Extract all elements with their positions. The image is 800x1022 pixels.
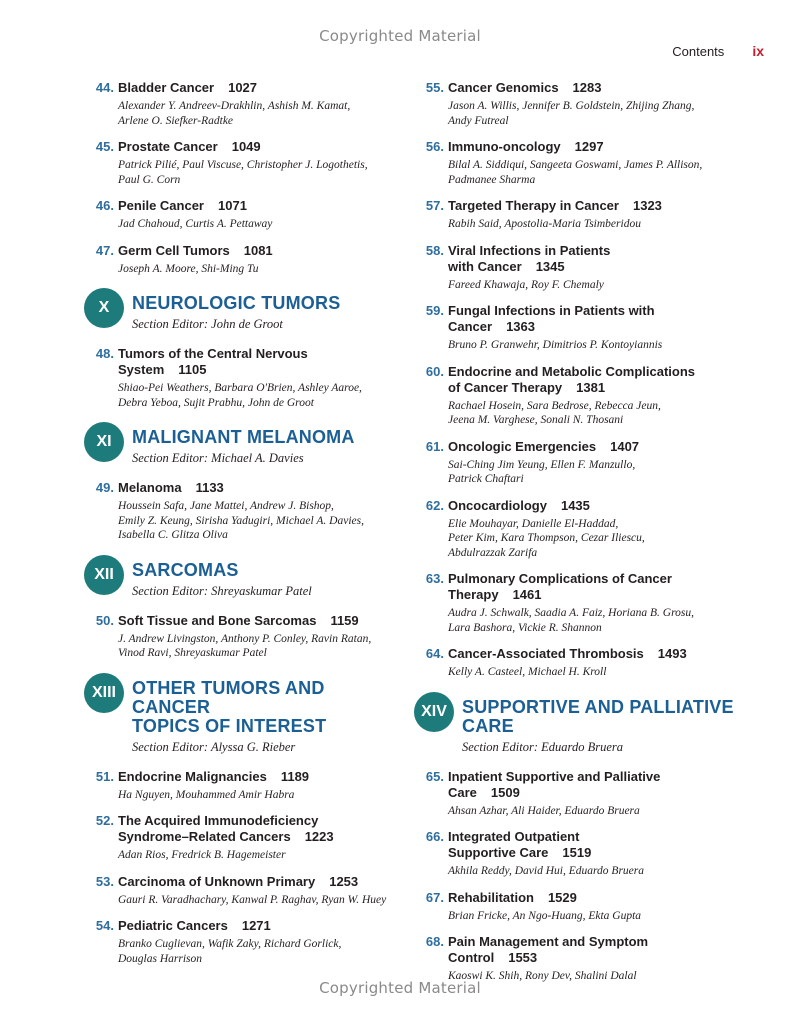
chapter-title: [118, 243, 404, 259]
chapter-number: 51.: [95, 768, 114, 784]
chapter-number: 55.: [425, 80, 444, 95]
running-head-label: Contents: [672, 44, 725, 59]
section-title-line: OTHER TUMORS AND CANCER: [132, 677, 325, 717]
chapter-title: [448, 829, 744, 861]
author-line: Jad Chahoud, Curtis A. Pettaway: [118, 218, 273, 230]
chapter-title: [118, 346, 404, 378]
chapter-title-line: Immuno-oncology: [448, 139, 561, 154]
author-line: Vinod Ravi, Shreyaskumar Patel: [118, 647, 267, 659]
chapter-title-line: Fungal Infections in Patients with: [448, 303, 655, 318]
chapter-authors: [448, 909, 744, 924]
toc-entry: [84, 198, 404, 232]
section-editor-label: Section Editor:: [132, 317, 209, 331]
chapter-authors: [448, 399, 744, 428]
chapter-title: [118, 769, 404, 785]
section-editor-label: Section Editor:: [132, 739, 209, 754]
toc-entry: [414, 80, 744, 128]
toc-entry: [414, 139, 744, 187]
section-title-line: SUPPORTIVE AND PALLIATIVE: [462, 696, 734, 717]
chapter-number: 48.: [95, 346, 114, 361]
author-line: Rabih Said, Apostolia-Maria Tsimberidou: [448, 218, 641, 230]
chapter-title: [448, 646, 744, 662]
copyright-watermark-bottom: Copyrighted Material: [319, 979, 481, 997]
chapter-authors: [118, 632, 404, 661]
chapter-page-number: 1081: [243, 242, 273, 258]
chapter-title: [118, 813, 404, 845]
chapter-title-line: The Acquired Immunodeficiency: [118, 813, 319, 828]
author-line: Branko Cuglievan, Wafik Zaky, Richard Gorlick,: [118, 938, 342, 950]
author-line: J. Andrew Livingston, Anthony P. Conley, Ravin Ratan,: [118, 632, 372, 645]
section-editor-name: John de Groot: [211, 317, 283, 331]
chapter-number: 65.: [425, 768, 444, 784]
chapter-title: [118, 613, 404, 629]
chapter-page-number: 1159: [330, 612, 359, 628]
chapter-authors: [448, 338, 744, 353]
toc-entry: [414, 646, 744, 680]
toc-right-column: [414, 80, 744, 995]
author-line: Bilal A. Siddiqui, Sangeeta Goswami, James P. Allison,: [448, 159, 703, 171]
author-line: Ahsan Azhar, Ali Haider, Eduardo Bruera: [448, 804, 640, 817]
section-editor-name: Alyssa G. Rieber: [210, 739, 296, 754]
author-line: Fareed Khawaja, Roy F. Chemaly: [448, 278, 604, 291]
chapter-number: 57.: [425, 198, 444, 213]
chapter-title: [448, 243, 744, 275]
chapter-page-number: 1519: [562, 845, 592, 860]
chapter-number: 53.: [95, 873, 114, 889]
chapter-title: [448, 198, 744, 214]
toc-entry: [84, 874, 404, 908]
section-number-badge: XIV: [414, 692, 454, 732]
chapter-title-line: Cancer-Associated Thrombosis: [448, 646, 644, 661]
section-editor: [132, 740, 404, 755]
chapter-title-line: Germ Cell Tumors: [118, 242, 230, 258]
chapter-number: 63.: [425, 571, 444, 586]
author-line: Bruno P. Granwehr, Dimitrios P. Kontoyiannis: [448, 339, 663, 351]
chapter-number: 67.: [425, 889, 444, 905]
author-line: Brian Fricke, An Ngo-Huang, Ekta Gupta: [448, 909, 642, 922]
chapter-authors: [118, 381, 404, 410]
chapter-number: 66.: [425, 829, 444, 844]
chapter-title: [118, 80, 404, 96]
chapter-number: 52.: [95, 813, 114, 828]
chapter-authors: [118, 99, 404, 128]
chapter-authors: [448, 217, 744, 232]
author-line: Lara Bashora, Vickie R. Shannon: [448, 621, 602, 634]
chapter-page-number: 1271: [241, 918, 271, 933]
author-line: Peter Kim, Kara Thompson, Cezar Iliescu,: [448, 532, 645, 544]
section-editor-name: Shreyaskumar Patel: [211, 583, 312, 598]
chapter-page-number: 1323: [632, 198, 662, 213]
chapter-title-line: Pulmonary Complications of Cancer: [448, 571, 672, 586]
toc-entry: [414, 829, 744, 879]
chapter-number: 58.: [425, 242, 444, 258]
section-title-line: SARCOMAS: [132, 559, 239, 580]
chapter-page-number: 1133: [195, 480, 224, 495]
author-line: Rachael Hosein, Sara Bedrose, Rebecca Jeun,: [448, 399, 661, 412]
chapter-number: 60.: [425, 363, 444, 379]
running-head: [672, 43, 764, 59]
author-line: Elie Mouhayar, Danielle El-Haddad,: [448, 517, 619, 530]
section-editor: [462, 740, 744, 755]
author-line: Kelly A. Casteel, Michael H. Kroll: [448, 666, 607, 678]
chapter-title-line: Cancer: [448, 319, 493, 334]
toc-entry: [84, 346, 404, 410]
chapter-authors: [118, 499, 404, 543]
toc-entry: [414, 769, 744, 819]
chapter-number: 56.: [425, 139, 444, 154]
page-number: ix: [752, 43, 764, 59]
chapter-number: 44.: [95, 80, 114, 95]
chapter-title-line: Melanoma: [118, 480, 182, 495]
author-line: Patrick Chaftari: [448, 473, 524, 485]
chapter-page-number: 1189: [280, 768, 310, 784]
author-line: Arlene O. Siefker-Radtke: [118, 114, 234, 127]
toc-entry: [84, 613, 404, 661]
chapter-number: 47.: [95, 242, 114, 258]
chapter-title: [448, 769, 744, 801]
chapter-page-number: 1283: [572, 80, 602, 95]
chapter-authors: [448, 864, 744, 879]
copyright-watermark-top: Copyrighted Material: [319, 27, 481, 45]
section-title-line: NEUROLOGIC TUMORS: [132, 293, 341, 313]
chapter-title-line: Targeted Therapy in Cancer: [448, 198, 619, 213]
chapter-title-line: Oncologic Emergencies: [448, 438, 597, 454]
chapter-page-number: 1363: [506, 319, 535, 334]
chapter-title-line: Therapy: [448, 587, 499, 602]
chapter-authors: [118, 848, 404, 863]
section-editor: [132, 451, 404, 466]
chapter-authors: [448, 665, 744, 680]
toc-entry: [84, 813, 404, 863]
section-heading: [414, 698, 744, 755]
chapter-number: 62.: [425, 497, 444, 513]
chapter-title-line: Supportive Care: [448, 845, 549, 860]
chapter-title-line: Cancer Genomics: [448, 80, 559, 95]
chapter-title-line: Integrated Outpatient: [448, 829, 580, 844]
chapter-title-line: Rehabilitation: [448, 889, 534, 905]
chapter-authors: [448, 804, 744, 819]
section-heading: [84, 294, 404, 332]
chapter-title: [448, 139, 744, 155]
author-line: Isabella C. Glitza Oliva: [118, 529, 228, 541]
section-title-line: TOPICS OF INTEREST: [132, 715, 327, 736]
chapter-authors: [448, 517, 744, 561]
toc-entry: [414, 198, 744, 232]
section-title: [132, 294, 404, 313]
chapter-number: 54.: [95, 918, 114, 933]
chapter-title-line: Syndrome–Related Cancers: [118, 829, 291, 844]
chapter-title-line: Soft Tissue and Bone Sarcomas: [118, 612, 317, 628]
section-number-badge: X: [84, 288, 124, 328]
toc-entry: [84, 139, 404, 187]
author-line: Akhila Reddy, David Hui, Eduardo Bruera: [448, 865, 644, 877]
chapter-title-line: Oncocardiology: [448, 497, 547, 513]
author-line: Abdulrazzak Zarifa: [448, 546, 538, 559]
author-line: Patrick Pilié, Paul Viscuse, Christopher J. Logothetis,: [118, 159, 368, 171]
author-line: Sai-Ching Jim Yeung, Ellen F. Manzullo,: [448, 458, 636, 471]
author-line: Andy Futreal: [448, 114, 509, 127]
chapter-title-line: Pediatric Cancers: [118, 918, 228, 933]
toc-left-column: [84, 80, 404, 977]
chapter-title: [118, 918, 404, 934]
section-title-line: CARE: [462, 715, 514, 736]
chapter-authors: [448, 158, 744, 187]
section-editor: [132, 317, 404, 332]
author-line: Alexander Y. Andreev-Drakhlin, Ashish M. Kamat,: [118, 100, 351, 112]
chapter-authors: [118, 788, 404, 803]
toc-entry: [414, 890, 744, 924]
toc-entry: [84, 243, 404, 277]
chapter-title-line: Bladder Cancer: [118, 80, 215, 95]
chapter-authors: [448, 458, 744, 487]
chapter-number: 64.: [425, 646, 444, 661]
chapter-title-line: Care: [448, 784, 477, 800]
chapter-page-number: 1461: [512, 587, 542, 602]
section-title-line: MALIGNANT MELANOMA: [132, 427, 355, 447]
author-line: Joseph A. Moore, Shi-Ming Tu: [118, 262, 259, 275]
toc-entry: [414, 498, 744, 561]
chapter-title: [448, 439, 744, 455]
chapter-authors: [118, 217, 404, 232]
chapter-number: 50.: [95, 612, 114, 628]
author-line: Ha Nguyen, Mouhammed Amir Habra: [118, 788, 295, 801]
chapter-title: [448, 303, 744, 335]
chapter-title-line: Carcinoma of Unknown Primary: [118, 873, 316, 889]
section-editor-name: Michael A. Davies: [211, 451, 304, 465]
chapter-title-line: Pain Management and Symptom: [448, 934, 649, 949]
chapter-page-number: 1381: [576, 379, 606, 395]
toc-entry: [414, 934, 744, 984]
section-number-badge: XI: [84, 422, 124, 462]
toc-entry: [414, 303, 744, 353]
section-editor-label: Section Editor:: [132, 583, 209, 598]
chapter-title: [448, 498, 744, 514]
chapter-page-number: 1105: [178, 362, 207, 377]
section-title: [132, 561, 404, 580]
author-line: Shiao-Pei Weathers, Barbara O'Brien, Ashley Aaroe,: [118, 382, 362, 394]
chapter-number: 61.: [425, 438, 444, 454]
author-line: Kaoswi K. Shih, Rony Dev, Shalini Dalal: [448, 970, 637, 982]
chapter-title-line: with Cancer: [448, 258, 522, 274]
chapter-title-line: System: [118, 362, 165, 377]
toc-entry: [414, 243, 744, 293]
author-line: Emily Z. Keung, Sirisha Yadugiri, Michael A. Davies,: [118, 514, 364, 527]
chapter-page-number: 1435: [560, 497, 590, 513]
chapter-page-number: 1345: [535, 258, 565, 274]
chapter-authors: [118, 937, 404, 966]
chapter-title-line: of Cancer Therapy: [448, 379, 563, 395]
section-number-badge: XII: [84, 555, 124, 595]
author-line: Audra J. Schwalk, Saadia A. Faiz, Horiana B. Grosu,: [448, 607, 694, 619]
chapter-page-number: 1071: [218, 198, 247, 213]
chapter-number: 59.: [425, 303, 444, 318]
author-line: Padmanee Sharma: [448, 173, 536, 186]
section-heading: [84, 679, 404, 755]
chapter-number: 46.: [95, 198, 114, 213]
author-line: Jeena M. Varghese, Sonali N. Thosani: [448, 414, 624, 426]
chapter-number: 49.: [95, 480, 114, 495]
chapter-title-line: Inpatient Supportive and Palliative: [448, 768, 661, 784]
chapter-title: [448, 934, 744, 966]
author-line: Paul G. Corn: [118, 173, 181, 186]
chapter-page-number: 1253: [329, 873, 359, 889]
chapter-authors: [448, 606, 744, 635]
toc-entry: [84, 769, 404, 803]
chapter-title-line: Viral Infections in Patients: [448, 242, 611, 258]
author-line: Gauri R. Varadhachary, Kanwal P. Raghav, Ryan W. Huey: [118, 893, 387, 906]
chapter-page-number: 1027: [228, 80, 258, 95]
chapter-title: [448, 364, 744, 396]
chapter-title: [448, 80, 744, 96]
section-editor-name: Eduardo Bruera: [541, 739, 623, 754]
chapter-title-line: Prostate Cancer: [118, 139, 218, 154]
chapter-page-number: 1049: [231, 139, 261, 154]
chapter-title-line: Penile Cancer: [118, 198, 204, 213]
author-line: Adan Rios, Fredrick B. Hagemeister: [118, 849, 286, 861]
section-heading: [84, 561, 404, 599]
chapter-page-number: 1223: [304, 829, 334, 844]
chapter-title: [118, 139, 404, 155]
chapter-page-number: 1297: [574, 139, 604, 154]
chapter-authors: [448, 99, 744, 128]
author-line: Houssein Safa, Jane Mattei, Andrew J. Bishop,: [118, 500, 334, 512]
toc-entry: [414, 364, 744, 428]
author-line: Debra Yeboa, Sujit Prabhu, John de Groot: [118, 396, 314, 409]
toc-entry: [84, 480, 404, 543]
chapter-page-number: 1493: [657, 646, 687, 661]
author-line: Jason A. Willis, Jennifer B. Goldstein, Zhijing Zhang,: [448, 100, 695, 112]
chapter-title-line: Tumors of the Central Nervous: [118, 346, 308, 361]
chapter-authors: [118, 158, 404, 187]
section-title: [132, 428, 404, 447]
chapter-authors: [118, 893, 404, 908]
section-editor-label: Section Editor:: [462, 739, 539, 754]
chapter-page-number: 1407: [610, 438, 640, 454]
section-number-badge: XIII: [84, 673, 124, 713]
chapter-number: 68.: [425, 934, 444, 949]
chapter-title: [448, 571, 744, 603]
chapter-page-number: 1509: [490, 784, 520, 800]
section-title: [462, 698, 744, 736]
chapter-title-line: Control: [448, 950, 495, 965]
chapter-title-line: Endocrine Malignancies: [118, 768, 267, 784]
chapter-number: 45.: [95, 139, 114, 154]
chapter-title: [118, 874, 404, 890]
toc-entry: [84, 80, 404, 128]
chapter-title: [118, 198, 404, 214]
chapter-title: [448, 890, 744, 906]
section-heading: [84, 428, 404, 466]
chapter-page-number: 1553: [508, 950, 538, 965]
toc-entry: [414, 439, 744, 487]
chapter-authors: [118, 262, 404, 277]
toc-entry: [414, 571, 744, 635]
toc-entry: [84, 918, 404, 966]
chapter-authors: [448, 278, 744, 293]
section-title: [132, 679, 404, 736]
section-editor: [132, 584, 404, 599]
chapter-title: [118, 480, 404, 496]
section-editor-label: Section Editor:: [132, 451, 209, 465]
chapter-page-number: 1529: [547, 889, 577, 905]
chapter-title-line: Endocrine and Metabolic Complications: [448, 363, 696, 379]
author-line: Douglas Harrison: [118, 952, 203, 965]
